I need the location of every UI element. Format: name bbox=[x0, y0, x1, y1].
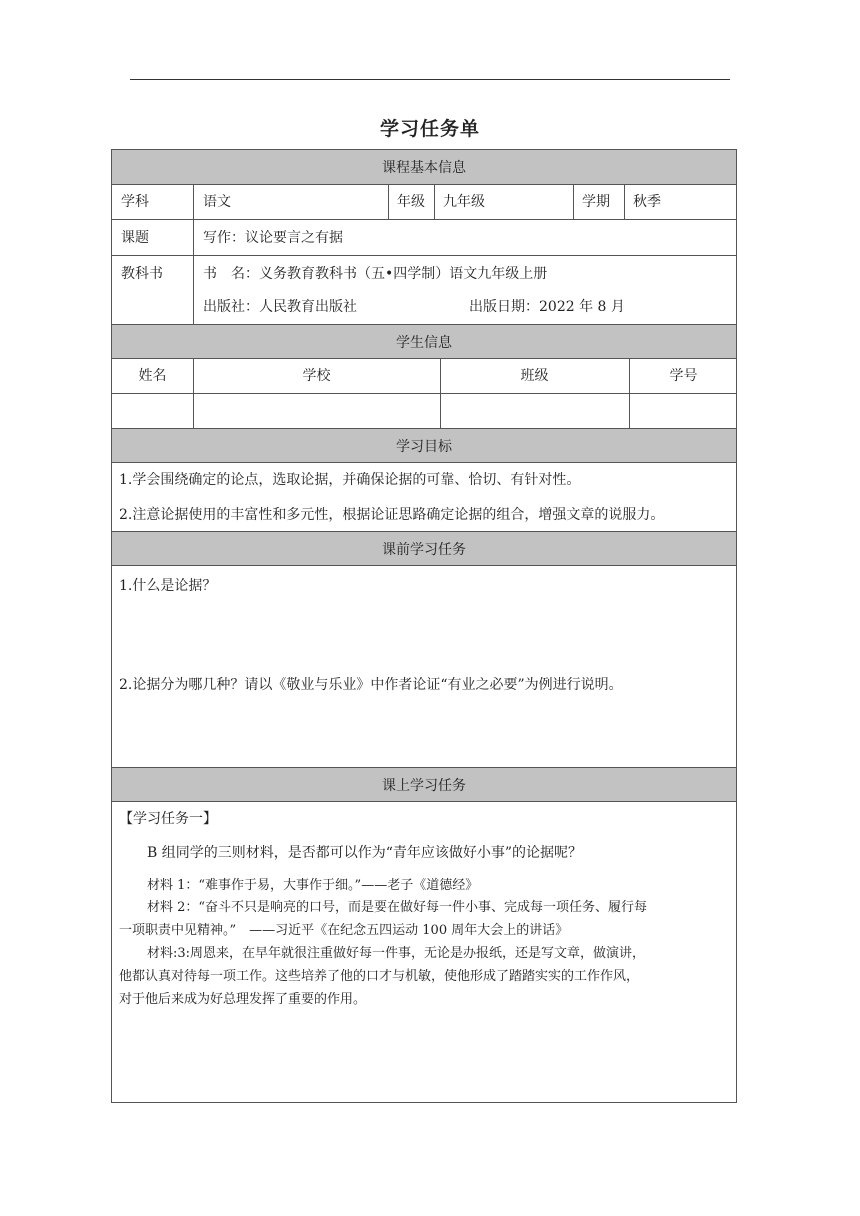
task-question: B 组同学的三则材料，是否都可以作为“青年应该做好小事”的论据呢？ bbox=[147, 845, 583, 861]
grade-value: 九年级 bbox=[443, 194, 485, 210]
objectives-header: 学习目标 bbox=[112, 428, 736, 463]
row-divider bbox=[112, 219, 736, 220]
textbook-label: 教科书 bbox=[121, 266, 163, 282]
material-3-line: 对于他后来成为好总理发挥了重要的作用。 bbox=[119, 992, 367, 1007]
class-header: 班级 bbox=[520, 368, 549, 384]
term-label: 学期 bbox=[582, 194, 610, 210]
publish-date: 出版日期：2022 年 8 月 bbox=[469, 299, 625, 315]
subject-label: 学科 bbox=[121, 194, 149, 210]
pre-class-header: 课前学习任务 bbox=[112, 531, 736, 566]
subject-value: 语文 bbox=[203, 194, 231, 210]
student-info-header: 学生信息 bbox=[112, 324, 736, 359]
name-header: 姓名 bbox=[138, 368, 167, 384]
class-field[interactable] bbox=[441, 394, 629, 428]
material-3-line: 材料:3:周恩来，在早年就很注重做好每一件事，无论是办报纸，还是写文章，做演讲， bbox=[147, 946, 646, 961]
divider bbox=[573, 185, 574, 219]
divider bbox=[434, 185, 435, 219]
school-field[interactable] bbox=[194, 394, 440, 428]
material-2-line: 材料 2：“奋斗不只是响亮的口号，而是要在做好每一件小事、完成每一项任务、履行每 bbox=[147, 900, 648, 915]
task-sheet-table bbox=[111, 149, 737, 1103]
task-heading: 【学习任务一】 bbox=[119, 811, 217, 827]
pre-class-question-2: 2.论据分为哪几种？请以《敬业与乐业》中作者论证“有业之必要”为例进行说明。 bbox=[119, 677, 623, 693]
course-info-header: 课程基本信息 bbox=[112, 150, 736, 185]
grade-label: 年级 bbox=[397, 194, 425, 210]
material-1: 材料 1：“难事作于易，大事作于细。”——老子《道德经》 bbox=[147, 878, 479, 893]
objective-item: 1.学会围绕确定的论点，选取论据，并确保论据的可靠、恰切、有针对性。 bbox=[119, 472, 581, 488]
in-class-header: 课上学习任务 bbox=[112, 767, 736, 802]
document-title: 学习任务单 bbox=[379, 118, 480, 140]
pre-class-question-1: 1.什么是论据？ bbox=[119, 578, 217, 594]
student-id-field[interactable] bbox=[630, 394, 738, 428]
textbook-name: 书 名：义务教育教科书（五•四学制）语文九年级上册 bbox=[203, 266, 548, 282]
school-header: 学校 bbox=[302, 368, 331, 384]
name-field[interactable] bbox=[112, 394, 193, 428]
material-2-line: 一项职责中见精神。” ——习近平《在纪念五四运动 100 周年大会上的讲话》 bbox=[119, 923, 569, 938]
material-3-line: 他都认真对待每一项工作。这些培养了他的口才与机敏，使他形成了踏踏实实的工作作风， bbox=[119, 969, 640, 984]
divider bbox=[388, 185, 389, 219]
header-rule bbox=[130, 79, 730, 80]
student-id-header: 学号 bbox=[669, 368, 698, 384]
row-divider bbox=[112, 255, 736, 256]
topic-value: 写作：议论要言之有据 bbox=[203, 230, 343, 246]
objective-item: 2.注意论据使用的丰富性和多元性，根据论证思路确定论据的组合，增强文章的说服力。 bbox=[119, 507, 665, 523]
topic-label: 课题 bbox=[121, 230, 149, 246]
divider bbox=[624, 185, 625, 219]
term-value: 秋季 bbox=[633, 194, 661, 210]
publisher: 出版社：人民教育出版社 bbox=[203, 299, 357, 315]
